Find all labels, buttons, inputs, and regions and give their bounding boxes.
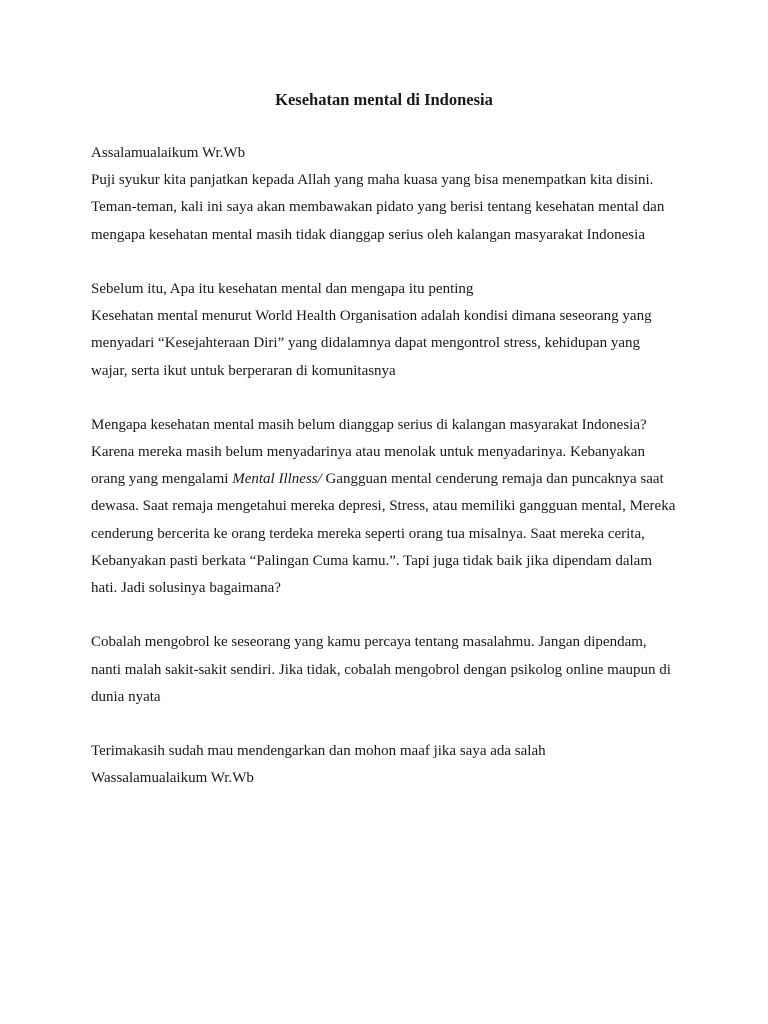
text-line: Mengapa kesehatan mental masih belum dianggap serius di kalangan masyarakat Indonesia?	[91, 416, 647, 433]
document-title: Kesehatan mental di Indonesia	[275, 90, 493, 109]
document-body	[91, 140, 691, 793]
text-line: Kesehatan mental menurut World Health Organisation adalah kondisi dimana seseorang yang	[91, 308, 652, 325]
text-segment: Gangguan mental cenderung remaja dan puncaknya saat	[321, 471, 664, 488]
paragraph-definition	[91, 276, 691, 385]
text-segment: orang yang mengalami	[91, 471, 233, 488]
text-line: Terimakasih sudah mau mendengarkan dan mohon maaf jika saya ada salah	[91, 743, 546, 760]
text-line: Karena mereka masih belum menyadarinya atau menolak untuk menyadarinya. Kebanyakan	[91, 444, 645, 461]
text-line: dunia nyata	[91, 688, 161, 705]
text-line: cenderung bercerita ke orang terdeka mereka seperti orang tua misalnya. Saat mereka cerita,	[91, 525, 645, 542]
text-line: Kebanyakan pasti berkata “Palingan Cuma kamu.”. Tapi juga tidak baik jika dipendam dalam	[91, 552, 652, 569]
paragraph-greeting	[91, 140, 691, 249]
paragraph-reasons	[91, 412, 691, 602]
paragraph-gap	[91, 385, 691, 412]
text-line: Wassalamualaikum Wr.Wb	[91, 770, 254, 787]
text-line: nanti malah sakit-sakit sendiri. Jika tidak, cobalah mengobrol dengan psikolog online maupun di	[91, 661, 671, 678]
paragraph-closing	[91, 738, 691, 792]
text-line: dewasa. Saat remaja mengetahui mereka depresi, Stress, atau memiliki gangguan mental, Mereka	[91, 498, 676, 515]
paragraph-advice	[91, 629, 691, 711]
text-line: Puji syukur kita panjatkan kepada Allah yang maha kuasa yang bisa menempatkan kita disini.	[91, 172, 654, 189]
text-line: hati. Jadi solusinya bagaimana?	[91, 580, 281, 596]
text-line: mengapa kesehatan mental masih tidak dianggap serius oleh kalangan masyarakat Indonesia	[91, 226, 645, 243]
text-line: Assalamualaikum Wr.Wb	[91, 145, 246, 161]
text-line: Teman-teman, kali ini saya akan membawakan pidato yang berisi tentang kesehatan mental dan	[91, 199, 665, 216]
text-line: Cobalah mengobrol ke seseorang yang kamu percaya tentang masalahmu. Jangan dipendam,	[91, 634, 647, 651]
paragraph-gap	[91, 602, 691, 629]
text-line: menyadari “Kesejahteraan Diri” yang didalamnya dapat mengontrol stress, kehidupan yang	[91, 335, 640, 352]
text-line: wajar, serta ikut untuk berperaran di komunitasnya	[91, 362, 396, 379]
paragraph-gap	[91, 249, 691, 276]
paragraph-gap	[91, 711, 691, 738]
text-line: Sebelum itu, Apa itu kesehatan mental dan mengapa itu penting	[91, 280, 474, 297]
text-line-mixed	[91, 466, 691, 493]
italic-term: Mental Illness/	[232, 471, 322, 488]
